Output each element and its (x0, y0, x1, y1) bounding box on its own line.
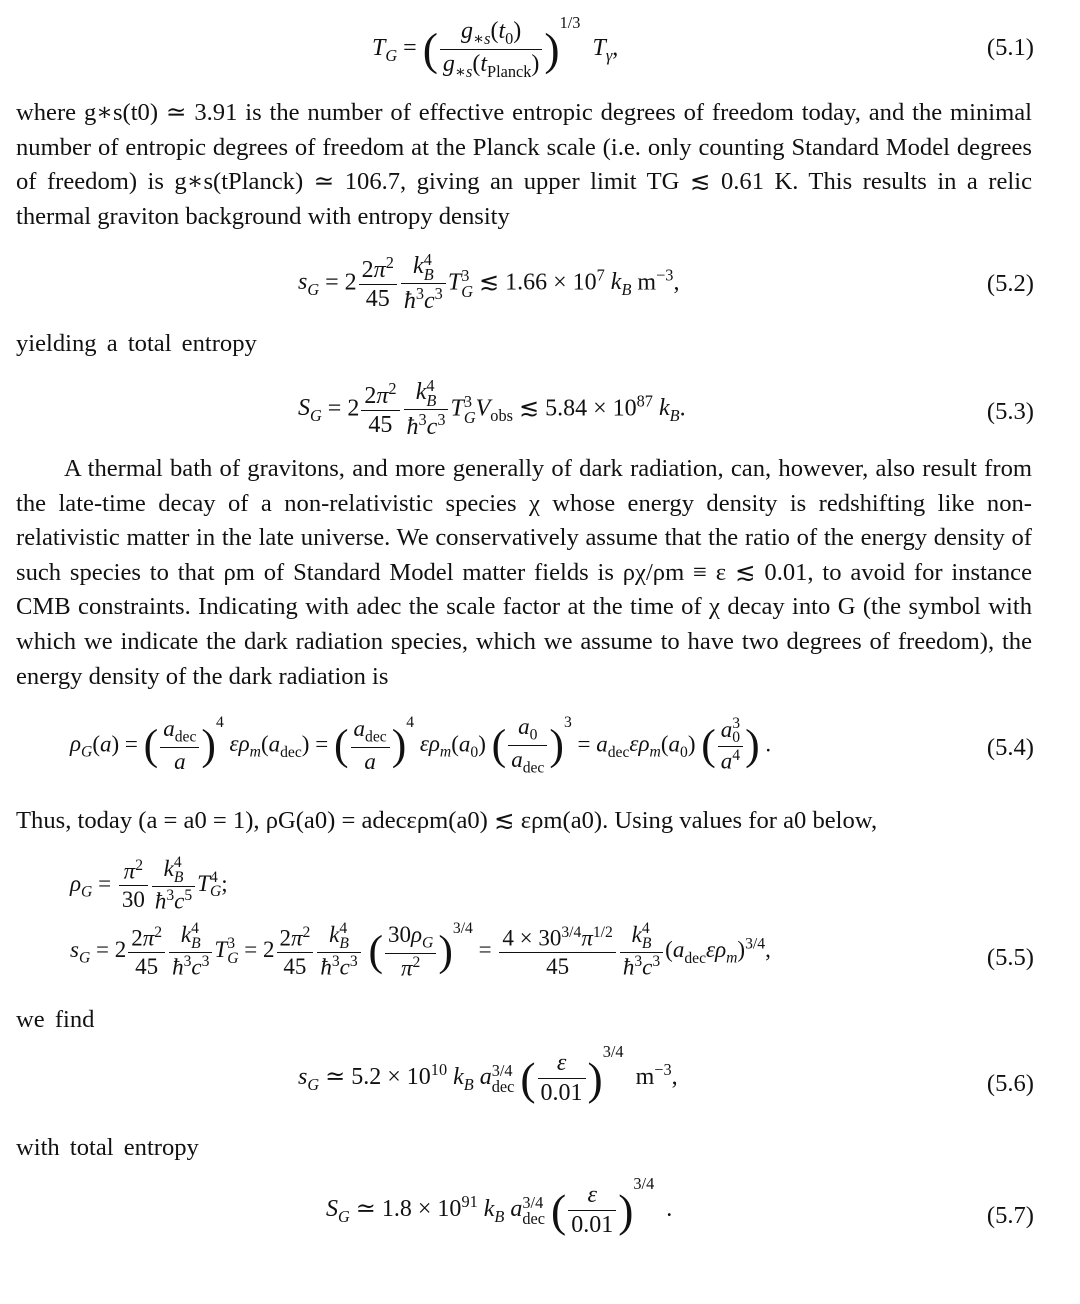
equation-number: (5.5) (986, 944, 1034, 971)
equation-5-5-line-1: $\rho_G$ = $\frac{\pi^2}{30}$ k4 B $ħ^3c^5$ T4 G; (70, 854, 228, 914)
equation-5-6 (0, 1042, 1080, 1126)
equation-number: (5.6) (986, 1070, 1034, 1097)
paragraph-3: A thermal bath of gravitons, and more generally of dark radiation, can, however, also result from the late-time decay of a non-relativistic species χ whose energy density is redshifting like non-relativistic matter in the late universe. We conservatively assume that the ratio of the energy density of such species to that ρm of Standard Model matter fields is ρχ/ρm ≡ ε ≲ 0.01, to avoid for instance CMB constraints. Indicating with adec the scale factor at the time of χ decay into G (the symbol with which we indicate the dark radiation species, which we assume to have two degrees of freedom), the energy density of the dark radiation is (16, 455, 1032, 690)
equation-5-4 (0, 710, 1080, 790)
paragraph-5: we find (16, 1006, 95, 1033)
paragraph-6: with total entropy (16, 1134, 199, 1161)
equation-5-7 (0, 1174, 1080, 1258)
equation-5-2-body: $s_G = 2$ $\frac{2\pi^2}{45}$ k4 B $ħ^3c^3$ T3 G ≲ $1.66 \times 10^7$ $k_B$ $m^{-3}$, (298, 250, 680, 314)
equation-number: (5.2) (986, 270, 1034, 297)
paragraph-1: where g∗s(t0) ≃ 3.91 is the number of effective entropic degrees of freedom today, and the minimal number of entropic degrees of freedom at the Planck scale (i.e. only counting Standard Model degrees of freedom) is g∗s(tPlanck) ≃ 106.7, giving an upper limit TG ≲ 0.61 K. This results in a relic thermal graviton background with entropy density (16, 99, 1032, 230)
equation-5-1-body: $T_G$ = ( $\frac{g_{∗s}(t_0)}{g_{∗s}(t_{Planck})}$ )$^{1/3}$ $T_\gamma$, (372, 12, 619, 81)
equation-5-3-body: $S_G = 2$ $\frac{2\pi^2}{45}$ k4 B $ħ^3c^3$ T3 $GV_{obs}$ ≲ $5.84 \times 10^{87}$ $k_B$. (298, 376, 686, 440)
paragraph-2: yielding a total entropy (16, 330, 257, 357)
equation-5-2 (0, 250, 1080, 320)
equation-5-7-body: $S_G$ ≃ $1.8 \times 10^{91}$ $k_B$ a3/4 dec ( $\frac{\varepsilon}{0.01}$ )$^{3/4}$ . (326, 1174, 673, 1238)
equation-number: (5.7) (986, 1202, 1034, 1229)
equation-5-1 (0, 14, 1080, 84)
equation-5-4-body: $\rho_G(a)$ = ( $\frac{a_{dec}}{a}$ )$^4$ $\varepsilon\rho_m(a_{dec})$ = ( $\frac{a_{dec}}{a}$ )$^4$ $\varepsilon\rho_m(a_0)$ ( $\frac{a_0}{a_{dec}}$ )$^3 = a_{dec}\varepsilon\rho_m(a_0)$ ( a3 0 $a^4$ ) . (70, 713, 772, 777)
paragraph-4: Thus, today (a = a0 = 1), ρG(a0) = adecερm(a0) ≲ ερm(a0). Using values for a0 below, (16, 807, 878, 834)
equation-5-6-body: $s_G$ ≃ $5.2 \times 10^{10}$ $k_B$ a3/4 dec ( $\frac{\varepsilon}{0.01}$ )$^{3/4}$ $m^{-3}$, (298, 1042, 678, 1106)
equation-5-5-line-2: $s_G = 2$ $\frac{2\pi^2}{45}$ k4 B $ħ^3c^3$ T3 G = 2 $\frac{2\pi^2}{45}$ k4 B $ħ^3c^3$ ( $\frac{30\rho_G}{\pi^2}$ )$^{3/4}$ = $\frac{4 \times 30^{3/4}\pi^{1/2}}{45}$ k4 B $ħ^3c^3$ $(a_{dec}\varepsilon\rho_m)^{3/4}$, (70, 919, 771, 981)
equation-5-5 (0, 856, 1080, 986)
equation-number: (5.4) (986, 734, 1034, 761)
equation-number: (5.1) (986, 34, 1034, 61)
equation-number: (5.3) (986, 398, 1034, 425)
equation-5-3 (0, 376, 1080, 446)
